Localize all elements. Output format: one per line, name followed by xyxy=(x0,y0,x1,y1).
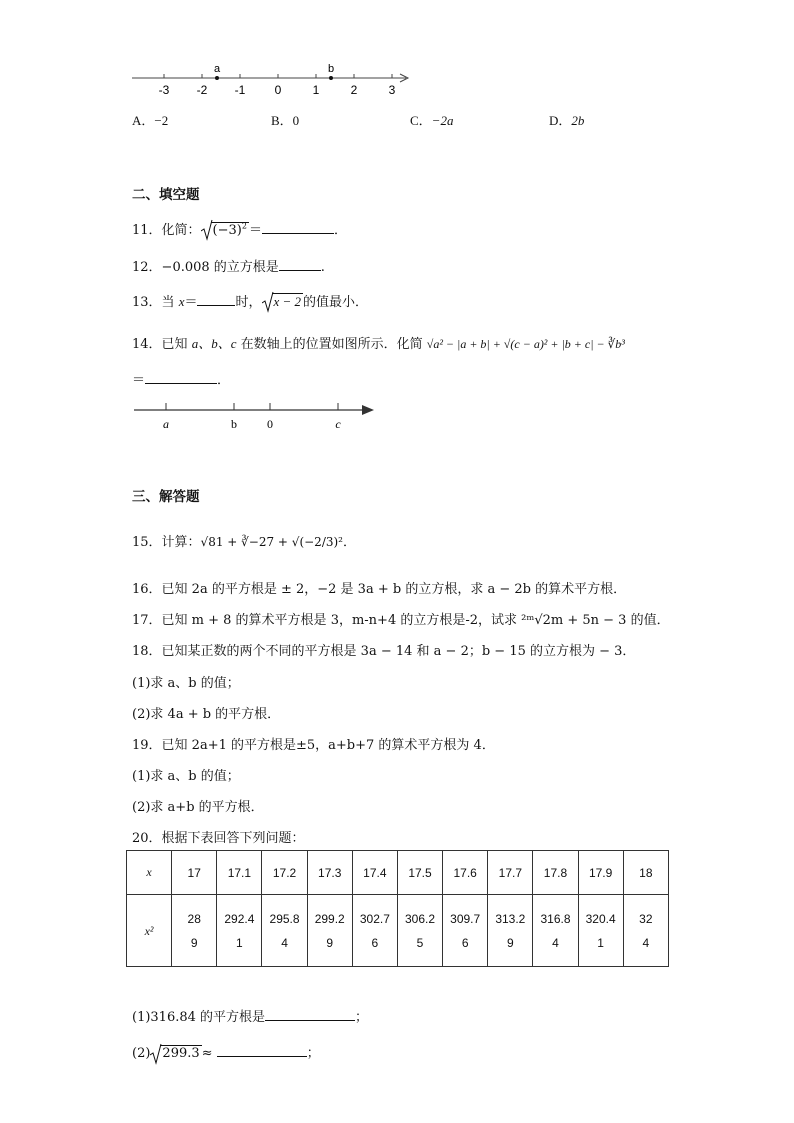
tick-label: -2 xyxy=(196,83,208,97)
question-20-part2 xyxy=(132,1042,320,1061)
question-text: 在数轴上的位置如图所示．化简 xyxy=(236,337,427,352)
table-cell: 299.2 9 xyxy=(307,895,352,967)
radicand: 299.3 xyxy=(162,1046,200,1061)
squares-table xyxy=(126,850,669,967)
choice-letter: C． xyxy=(410,113,432,128)
table-cell: 306.2 5 xyxy=(397,895,442,967)
radicand: x − 2 xyxy=(273,294,302,309)
table-cell: 309.7 6 xyxy=(443,895,488,967)
q14-number-line xyxy=(130,398,380,434)
table-cell: 17.4 xyxy=(352,851,397,895)
end-punct: ． xyxy=(333,223,347,238)
table-cell: 28 9 xyxy=(172,895,217,967)
choice-value: 0 xyxy=(292,113,300,128)
equals-sign: ＝ xyxy=(184,295,198,310)
variable: x xyxy=(178,294,185,309)
choice-d[interactable] xyxy=(549,110,584,129)
table-cell: 17.8 xyxy=(533,851,578,895)
question-13 xyxy=(132,291,368,310)
choice-letter: A． xyxy=(132,113,155,128)
tick-label: -1 xyxy=(234,83,246,97)
choice-letter: D． xyxy=(549,113,572,128)
table-cell: 302.7 6 xyxy=(352,895,397,967)
tick-label: 2 xyxy=(350,83,358,97)
exponent: 2 xyxy=(241,221,247,231)
answer-blank[interactable] xyxy=(197,293,235,306)
table-cell: 17.5 xyxy=(397,851,442,895)
table-cell: 295.8 4 xyxy=(262,895,307,967)
table-cell: 320.4 1 xyxy=(578,895,623,967)
question-15 xyxy=(132,531,356,550)
radical-sign xyxy=(201,219,213,241)
question-19-part1: (1)求 a、b 的值； xyxy=(132,769,240,784)
choice-a[interactable] xyxy=(132,110,168,129)
point-b-dot xyxy=(329,76,333,80)
question-number: 13．当 xyxy=(132,295,179,310)
choice-value: −2 xyxy=(154,113,169,128)
question-18-part2: (2)求 4a + b 的平方根． xyxy=(132,707,281,722)
top-number-line xyxy=(128,62,418,102)
table-cell: 17.2 xyxy=(262,851,307,895)
tick-label: 0 xyxy=(274,83,282,97)
end-punct: ； xyxy=(306,1046,320,1061)
point-a-label: a xyxy=(214,63,221,75)
choice-c[interactable] xyxy=(410,110,453,129)
approx-sign: ≈ xyxy=(201,1046,213,1061)
table-cell: 292.4 1 xyxy=(217,895,262,967)
table-header-cell: x² xyxy=(127,895,172,967)
question-19-part2: (2)求 a+b 的平方根． xyxy=(132,800,264,815)
radical-sign xyxy=(262,291,274,313)
table-cell: 17.1 xyxy=(217,851,262,895)
line-label-a: a xyxy=(163,417,169,431)
answer-blank[interactable] xyxy=(145,371,217,384)
question-12 xyxy=(132,256,325,275)
table-cell: 17 xyxy=(172,851,217,895)
line-label-b: b xyxy=(231,417,237,431)
line-label-zero: 0 xyxy=(267,417,273,431)
line-label-c: c xyxy=(335,417,341,431)
question-16: 16．已知 2a 的平方根是 ± 2，−2 是 3a + b 的立方根，求 a − 2b 的算术平方根． xyxy=(132,582,627,597)
table-row xyxy=(127,851,669,895)
tick-label: 3 xyxy=(388,83,396,97)
question-text: (1)316.84 的平方根是 xyxy=(132,1010,266,1025)
choice-value: −2a xyxy=(431,113,454,128)
equals-sign: ＝ xyxy=(132,373,146,388)
question-number: 12． xyxy=(132,260,162,275)
choice-b[interactable] xyxy=(271,110,299,129)
question-text: 时， xyxy=(235,295,262,310)
arrow-head xyxy=(362,405,374,415)
question-17: 17．已知 m + 8 的算术平方根是 3，m-n+4 的立方根是-2，试求 ²ᵐ√2m + 5n − 3 的值． xyxy=(132,613,670,628)
answer-blank[interactable] xyxy=(279,258,321,271)
question-number: 15．计算： xyxy=(132,535,201,550)
end-punct: ． xyxy=(217,373,231,388)
question-11 xyxy=(132,219,347,238)
question-number: (2) xyxy=(132,1046,151,1061)
end-punct: . xyxy=(320,260,325,275)
choice-value: 2b xyxy=(571,113,585,128)
tick-label: 1 xyxy=(312,83,320,97)
answer-blank[interactable] xyxy=(217,1044,307,1057)
question-20: 20．根据下表回答下列问题： xyxy=(132,831,305,846)
answer-blank[interactable] xyxy=(265,1008,355,1021)
question-text: 的值最小． xyxy=(303,295,369,310)
point-b-label: b xyxy=(328,63,335,75)
section-heading: 二、填空题 xyxy=(132,187,200,203)
math-expression: √a² − |a + b| + √(c − a)² + |b + c| − ∛b³ xyxy=(426,337,625,351)
table-header-cell: x xyxy=(127,851,172,895)
table-cell: 32 4 xyxy=(623,895,668,967)
point-a-dot xyxy=(215,76,219,80)
table-cell: 17.7 xyxy=(488,851,533,895)
math-expression: √81 + ∛−27 + √(−2/3)² xyxy=(200,535,343,549)
question-18: 18．已知某正数的两个不同的平方根是 3a − 14 和 a − 2；b − 15 的立方根为 − 3． xyxy=(132,644,636,659)
question-14 xyxy=(132,333,625,352)
question-text: −0.008 的立方根是 xyxy=(161,260,279,275)
question-19: 19．已知 2a+1 的平方根是±5，a+b+7 的算术平方根为 4． xyxy=(132,738,495,753)
table-cell: 18 xyxy=(623,851,668,895)
equals-sign: ＝ xyxy=(248,223,262,238)
table-cell: 316.8 4 xyxy=(533,895,578,967)
question-number: 14．已知 xyxy=(132,337,192,352)
end-punct: ； xyxy=(355,1010,369,1025)
sqrt-expression xyxy=(262,294,304,310)
question-20-part1 xyxy=(132,1006,368,1025)
table-cell: 17.3 xyxy=(307,851,352,895)
end-punct: ． xyxy=(343,535,357,550)
question-18-part1: (1)求 a、b 的值； xyxy=(132,676,240,691)
question-text: 11．化简： xyxy=(132,223,201,238)
radical-sign xyxy=(150,1043,162,1065)
sqrt-expression xyxy=(201,222,249,238)
variables: a、b、c xyxy=(191,336,237,351)
table-cell: 17.9 xyxy=(578,851,623,895)
table-cell: 313.2 9 xyxy=(488,895,533,967)
choice-letter: B． xyxy=(271,113,293,128)
table-cell: 17.6 xyxy=(443,851,488,895)
question-14-line2 xyxy=(132,369,230,388)
sqrt-expression xyxy=(150,1046,201,1061)
answer-blank[interactable] xyxy=(262,221,334,234)
table-row xyxy=(127,895,669,967)
tick-label: -3 xyxy=(158,83,170,97)
section-heading: 三、解答题 xyxy=(132,489,200,505)
radicand: (−3) xyxy=(212,223,242,238)
